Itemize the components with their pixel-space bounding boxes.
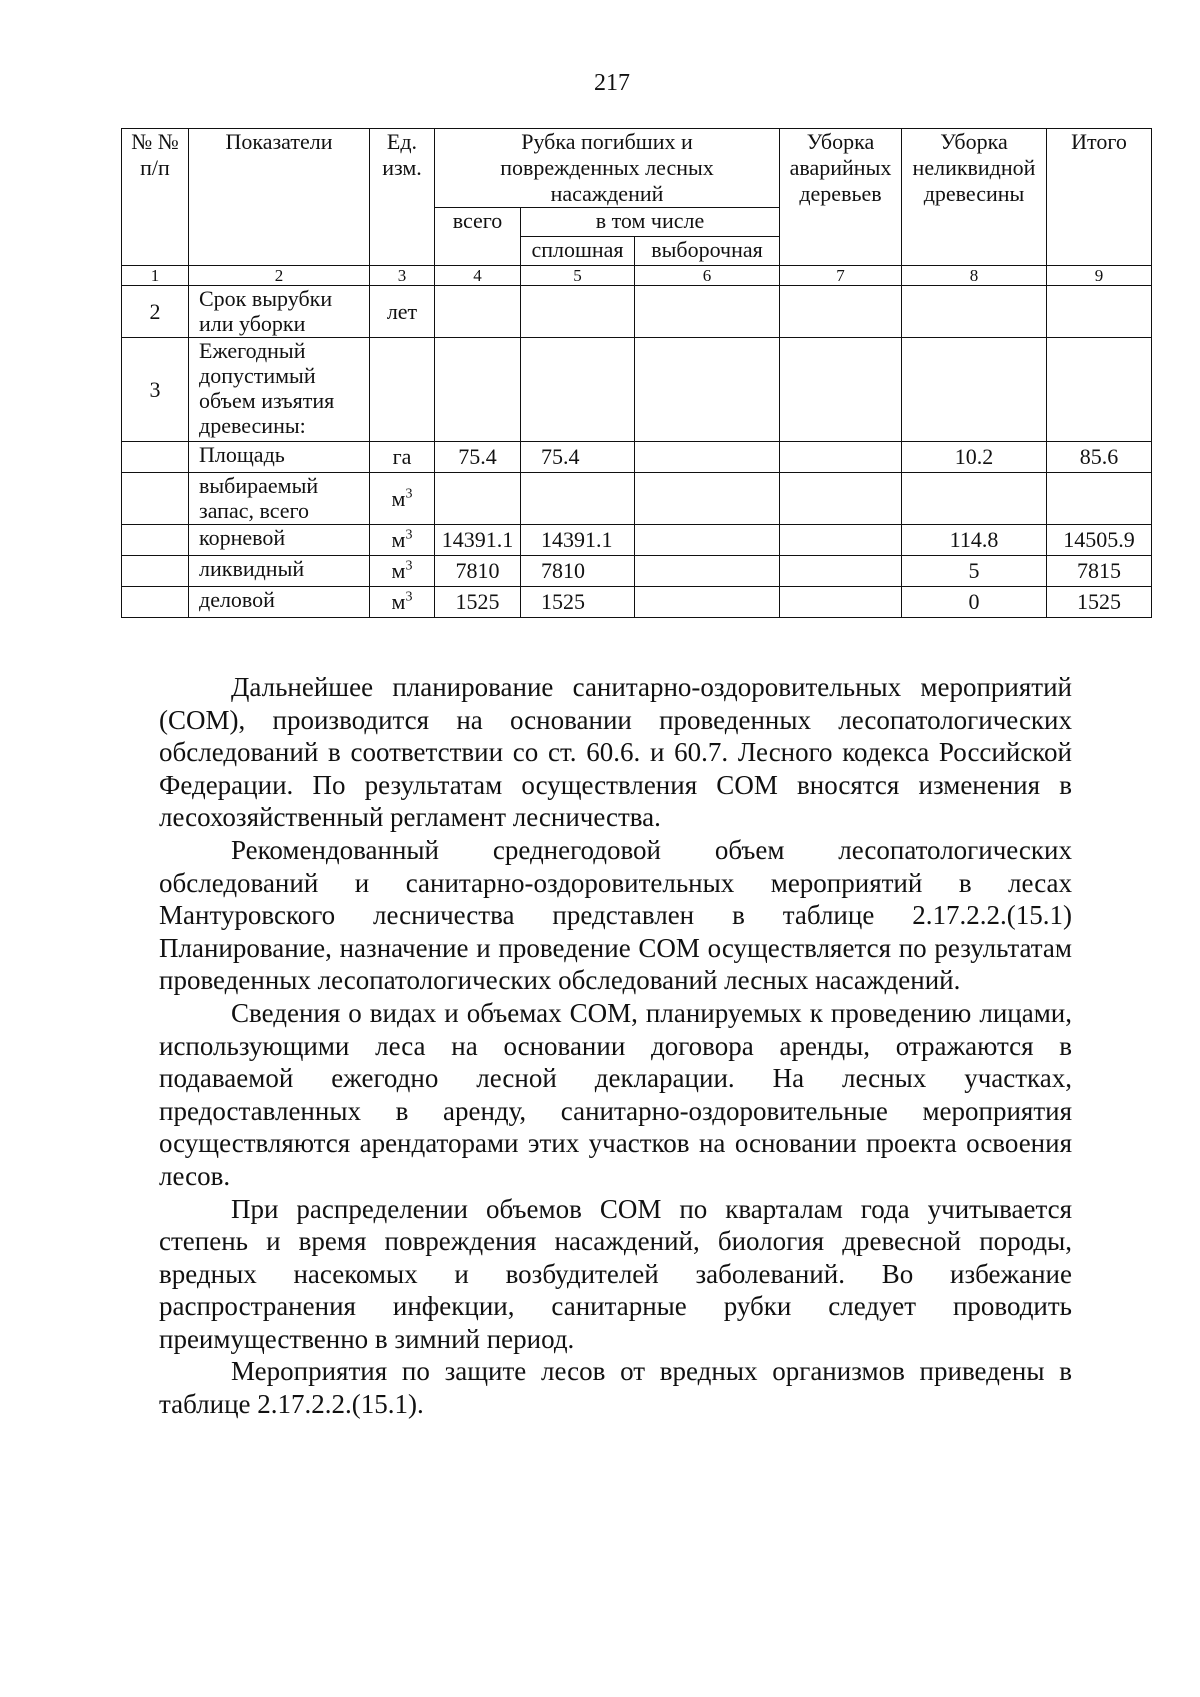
cell-emergency <box>780 473 902 525</box>
page-number: 217 <box>594 70 630 96</box>
cell-illiquid <box>902 473 1047 525</box>
row-num <box>122 556 189 587</box>
row-label: ликвидный <box>189 556 370 587</box>
column-number: 7 <box>780 266 902 286</box>
column-number: 4 <box>435 266 521 286</box>
column-number: 3 <box>370 266 435 286</box>
cell-illiquid: 5 <box>902 556 1047 587</box>
row-num <box>122 442 189 473</box>
row-unit: $м^3$ <box>370 587 435 618</box>
header-illiquid: Уборка неликвидной древесины <box>902 129 1047 266</box>
cell-total: 14505.9 <box>1047 525 1152 556</box>
row-label: выбираемый запас, всего <box>189 473 370 525</box>
cell-illiquid: 114.8 <box>902 525 1047 556</box>
table-row <box>122 587 1152 618</box>
paragraph: Дальнейшее планирование санитарно-оздоровительных мероприятий (СОМ), производится на основании проведенных лесопатологических обследований в соответствии со ст. 60.6. и 60.7. Лесного кодекса Российской Федерации. По результатам осуществления СОМ вносятся изменения в лесохозяйственный регламент лесничества. <box>159 672 1072 833</box>
forest-measures-table <box>121 128 1152 618</box>
column-number: 2 <box>189 266 370 286</box>
row-label: Площадь <box>189 442 370 473</box>
cell-selective <box>635 473 780 525</box>
table-row <box>122 525 1152 556</box>
cell-all: 1525 <box>435 587 521 618</box>
cell-emergency <box>780 286 902 338</box>
cell-clear: 1525 <box>521 587 635 618</box>
header-all: всего <box>435 208 521 266</box>
cell-clear: 14391.1 <box>521 525 635 556</box>
row-num: 2 <box>122 286 189 338</box>
cell-total <box>1047 473 1152 525</box>
cell-selective <box>635 556 780 587</box>
cell-illiquid <box>902 286 1047 338</box>
cell-clear: 7810 <box>521 556 635 587</box>
cell-selective <box>635 286 780 338</box>
cell-total: 7815 <box>1047 556 1152 587</box>
cell-total: 85.6 <box>1047 442 1152 473</box>
paragraph: Рекомендованный среднегодовой объем лесопатологических обследований и санитарно-оздоровительных мероприятий в лесах Мантуровского лесничества представлен в таблице 2.17.2.2.(15.1) Планирование, назначение и проведение СОМ осуществляется по результатам проведенных лесопатологических обследований лесных насаждений. <box>159 834 1072 996</box>
row-label: деловой <box>189 587 370 618</box>
header-clear: сплошная <box>521 237 635 266</box>
cell-emergency <box>780 338 902 442</box>
column-numbers-row <box>122 266 1152 286</box>
row-num <box>122 587 189 618</box>
column-number: 9 <box>1047 266 1152 286</box>
cell-clear <box>521 473 635 525</box>
table-row <box>122 473 1152 525</box>
header-including: в том числе <box>521 208 780 237</box>
column-number: 5 <box>521 266 635 286</box>
header-num: № № п/п <box>122 129 189 266</box>
row-unit: га <box>370 442 435 473</box>
table-row <box>122 556 1152 587</box>
header-total: Итого <box>1047 129 1152 266</box>
cell-clear: 75.4 <box>521 442 635 473</box>
cell-clear <box>521 286 635 338</box>
row-num <box>122 473 189 525</box>
header-emergency: Уборка аварийных деревьев <box>780 129 902 266</box>
column-number: 1 <box>122 266 189 286</box>
cell-emergency <box>780 556 902 587</box>
header-unit: Ед. изм. <box>370 129 435 266</box>
paragraph: При распределении объемов СОМ по кварталам года учитывается степень и время повреждения насаждений, биология древесной породы, вредных насекомых и возбудителей заболеваний. Во избежание распространения инфекции, санитарные рубки следует проводить преимущественно в зимний период. <box>159 1193 1072 1354</box>
cell-all: 75.4 <box>435 442 521 473</box>
table-row <box>122 338 1152 442</box>
cell-all <box>435 338 521 442</box>
row-unit <box>370 338 435 442</box>
cell-illiquid: 10.2 <box>902 442 1047 473</box>
cell-emergency <box>780 587 902 618</box>
cell-illiquid <box>902 338 1047 442</box>
body-text <box>159 671 1072 1421</box>
row-label: Срок вырубки или уборки <box>189 286 370 338</box>
cell-total <box>1047 286 1152 338</box>
cell-clear <box>521 338 635 442</box>
cell-illiquid: 0 <box>902 587 1047 618</box>
cell-all <box>435 286 521 338</box>
column-number: 8 <box>902 266 1047 286</box>
cell-total: 1525 <box>1047 587 1152 618</box>
cell-total <box>1047 338 1152 442</box>
row-num: 3 <box>122 338 189 442</box>
cell-all: 7810 <box>435 556 521 587</box>
row-unit: $м^3$ <box>370 473 435 525</box>
cell-selective <box>635 338 780 442</box>
cell-all <box>435 473 521 525</box>
header-indicator: Показатели <box>189 129 370 266</box>
paragraph: Сведения о видах и объемах СОМ, планируемых к проведению лицами, использующими леса на основании договора аренды, отражаются в подаваемой ежегодно лесной декларации. На лесных участках, предоставленных в аренду, санитарно-оздоровительные мероприятия осуществляются арендаторами этих участков на основании проекта освоения лесов. <box>159 997 1072 1191</box>
row-unit: $м^3$ <box>370 525 435 556</box>
column-number: 6 <box>635 266 780 286</box>
header-selective: выборочная <box>635 237 780 266</box>
header-felling: Рубка погибших и поврежденных лесных насаждений <box>435 129 780 208</box>
cell-emergency <box>780 525 902 556</box>
row-label: корневой <box>189 525 370 556</box>
table-row <box>122 442 1152 473</box>
cell-selective <box>635 525 780 556</box>
row-label: Ежегодный допустимый объем изъятия древесины: <box>189 338 370 442</box>
cell-selective <box>635 587 780 618</box>
paragraph: Мероприятия по защите лесов от вредных организмов приведены в таблице 2.17.2.2.(15.1). <box>159 1356 1072 1420</box>
row-unit: лет <box>370 286 435 338</box>
row-unit: $м^3$ <box>370 556 435 587</box>
table-row <box>122 286 1152 338</box>
cell-emergency <box>780 442 902 473</box>
row-num <box>122 525 189 556</box>
cell-selective <box>635 442 780 473</box>
cell-all: 14391.1 <box>435 525 521 556</box>
